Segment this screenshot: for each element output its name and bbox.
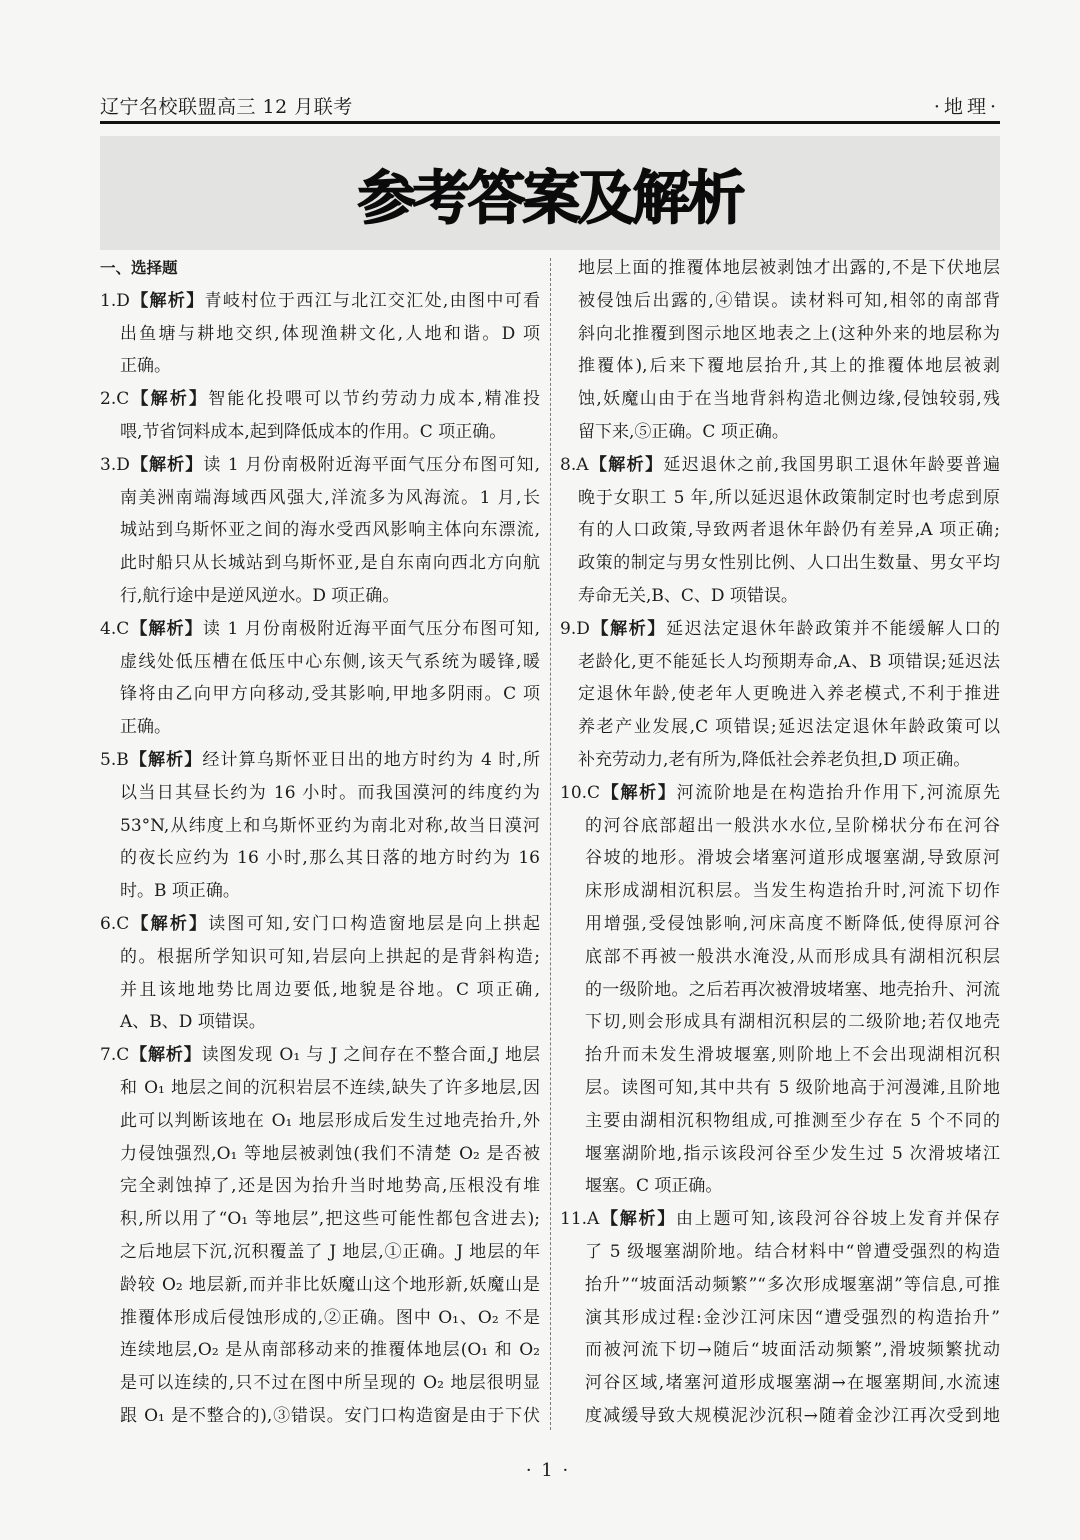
answer-line bbox=[100, 908, 540, 941]
answer-line: 正确。 bbox=[120, 717, 171, 738]
answer-text: 青岐村位于西江与北江交汇处,由图中可看 bbox=[204, 290, 541, 311]
answer-line: 虚线处低压槽在低压中心东侧,该天气系统为暖锋,暖 bbox=[120, 651, 540, 672]
answer-text: 读 1 月份南极附近海平面气压分布图可知, bbox=[203, 454, 541, 475]
answer-text: 延迟退休之前,我国男职工退休年龄要普遍 bbox=[663, 454, 1001, 475]
answer-line bbox=[560, 449, 1000, 482]
answer-line: 老龄化,更不能延长人均预期寿命,A、B 项错误;延迟法 bbox=[578, 651, 1000, 672]
answer-item-5 bbox=[100, 744, 540, 908]
answer-line: 的夜长应约为 16 小时,那么其日落的地方时约为 16 bbox=[120, 848, 540, 869]
section-heading: 一、选择题 bbox=[100, 259, 178, 277]
answer-item-9 bbox=[560, 613, 1000, 777]
analysis-label: 【解析】 bbox=[129, 389, 209, 410]
analysis-label: 【解析】 bbox=[599, 1209, 677, 1230]
answer-line: 完全剥蚀掉了,还是因为抬升当时地势高,压根没有堆 bbox=[120, 1176, 540, 1197]
title-band bbox=[100, 136, 1000, 250]
answer-choice: 5.B bbox=[100, 749, 129, 770]
subject-label: ·地理· bbox=[933, 96, 1000, 118]
answer-line: 时。B 项正确。 bbox=[120, 881, 240, 902]
answer-item-8 bbox=[560, 449, 1000, 613]
right-column bbox=[560, 252, 1000, 1433]
answer-line: 龄较 O₂ 地层新,而并非比妖魔山这个地形新,妖魔山是 bbox=[120, 1274, 540, 1295]
answer-line: 层。读图可知,其中共有 5 级阶地高于河漫滩,且阶地 bbox=[585, 1077, 1000, 1098]
answer-line bbox=[100, 383, 540, 416]
answer-line: 河谷区域,堵塞河道形成堰塞湖→在堰塞期间,水流速 bbox=[585, 1373, 1000, 1394]
answer-choice: 1.D bbox=[100, 290, 130, 311]
left-column bbox=[100, 252, 540, 1433]
answer-text: 由上题可知,该段河谷谷坡上发育并保存 bbox=[676, 1209, 1000, 1230]
answer-line: 此可以判断该地在 O₁ 地层形成后发生过地壳抬升,外 bbox=[120, 1110, 540, 1131]
answer-line: 连续地层,O₂ 是从南部移动来的推覆体地层(O₁ 和 O₂ bbox=[120, 1340, 540, 1361]
answer-item-2 bbox=[100, 383, 540, 449]
answer-item-3 bbox=[100, 449, 540, 613]
answer-line: 用增强,受侵蚀影响,河床高度不断降低,使得原河谷 bbox=[585, 913, 1000, 934]
answer-line: 行,航行途中是逆风逆水。D 项正确。 bbox=[120, 585, 400, 606]
answer-item-7-continued bbox=[560, 252, 1000, 449]
answer-line: 主要由湖相沉积物组成,可推测至少存在 5 个不同的 bbox=[585, 1110, 1000, 1131]
answer-line: 下切,则会形成具有湖相沉积层的二级阶地;若仅地壳 bbox=[585, 1012, 1000, 1033]
answer-line: 晚于女职工 5 年,所以延迟退休政策制定时也考虑到原 bbox=[578, 487, 1000, 508]
answer-choice: 7.C bbox=[100, 1045, 130, 1066]
answer-line: 了 5 级堰塞湖阶地。结合材料中“曾遭受强烈的构造 bbox=[585, 1241, 1000, 1262]
answer-text: 读图可知,安门口构造窗地层是向上拱起 bbox=[208, 913, 541, 934]
answer-text: 延迟法定退休年龄政策并不能缓解人口的 bbox=[666, 618, 1001, 639]
analysis-label: 【解析】 bbox=[129, 290, 205, 311]
answer-line bbox=[100, 285, 540, 318]
answer-line bbox=[100, 613, 540, 646]
answer-line: 蚀,妖魔山由于在当地背斜构造北侧边缘,侵蚀较弱,残 bbox=[578, 389, 1000, 410]
answer-line: 养老产业发展,C 项错误;延迟法定退休年龄政策可以 bbox=[578, 717, 1000, 738]
answer-line: 有的人口政策,导致两者退休年龄仍有差异,A 项正确; bbox=[578, 520, 1000, 541]
answer-line: 并且该地地势比周边要低,地貌是谷地。C 项正确, bbox=[120, 979, 540, 1000]
answer-choice: 3.D bbox=[100, 454, 130, 475]
analysis-label: 【解析】 bbox=[129, 454, 204, 475]
answer-text: 河流阶地是在构造抬升作用下,河流原先 bbox=[676, 782, 1001, 803]
answer-line: 堰塞湖阶地,指示该段河谷至少发生过 5 次滑坡堵江 bbox=[585, 1143, 1000, 1164]
column-divider bbox=[550, 258, 551, 1430]
answer-item-1 bbox=[100, 285, 540, 383]
answer-line: 推覆体),后来下覆地层抬升,其上的推覆体地层被剥 bbox=[578, 356, 1000, 377]
analysis-label: 【解析】 bbox=[129, 1045, 202, 1066]
answer-item-11 bbox=[560, 1203, 1000, 1433]
answer-text: 读 1 月份南极附近海平面气压分布图可知, bbox=[202, 618, 541, 639]
exam-name: 辽宁名校联盟高三 12 月联考 bbox=[100, 96, 353, 118]
answer-line: 补充劳动力,老有所为,降低社会养老负担,D 项正确。 bbox=[578, 749, 971, 770]
answer-line: 抬升而未发生滑坡堰塞,则阶地上不会出现湖相沉积 bbox=[585, 1045, 1000, 1066]
answer-line: 斜向北推覆到图示地区地表之上(这种外来的地层称为 bbox=[578, 323, 1000, 344]
answer-line bbox=[100, 449, 540, 482]
answer-line: 以当日其昼长约为 16 小时。而我国漠河的纬度约为 bbox=[120, 782, 540, 803]
answer-line bbox=[100, 1039, 540, 1072]
page-number: · 1 · bbox=[525, 1460, 571, 1481]
answer-line: 的一级阶地。之后若再次被滑坡堵塞、地壳抬升、河流 bbox=[585, 979, 1000, 1000]
answer-item-4 bbox=[100, 613, 540, 744]
answer-line: 寿命无关,B、C、D 项错误。 bbox=[578, 585, 798, 606]
answer-line: 而被河流下切→随后“坡面活动频繁”,滑坡频繁扰动 bbox=[585, 1340, 1000, 1361]
answer-line: 积,所以用了“O₁ 等地层”,把这些可能性都包含进去); bbox=[120, 1209, 540, 1230]
answer-line: 是可以连续的,只不过在图中所呈现的 O₂ 地层很明显 bbox=[120, 1373, 540, 1394]
answer-line: 床形成湖相沉积层。当发生构造抬升时,河流下切作 bbox=[585, 881, 1000, 902]
analysis-label: 【解析】 bbox=[129, 618, 203, 639]
answer-line: 谷坡的地形。滑坡会堵塞河道形成堰塞湖,导致原河 bbox=[585, 848, 1000, 869]
answer-line: 53°N,从纬度上和乌斯怀亚约为南北对称,故当日漠河 bbox=[120, 815, 540, 836]
answer-line: 出鱼塘与耕地交织,体现渔耕文化,人地和谐。D 项 bbox=[120, 323, 540, 344]
answer-line bbox=[560, 1203, 1000, 1236]
answer-line: 锋将由乙向甲方向移动,受其影响,甲地多阴雨。C 项 bbox=[120, 684, 540, 705]
answer-line: 的。根据所学知识可知,岩层向上拱起的是背斜构造; bbox=[120, 946, 540, 967]
answer-line: 南美洲南端海域西风强大,洋流多为风海流。1 月,长 bbox=[120, 487, 540, 508]
answer-line: 留下来,⑤正确。C 项正确。 bbox=[578, 421, 789, 442]
answer-choice: 2.C bbox=[100, 389, 130, 410]
answer-line: 推覆体形成后侵蚀形成的,②正确。图中 O₁、O₂ 不是 bbox=[120, 1307, 540, 1328]
page-title: 参考答案及解析 bbox=[357, 164, 743, 232]
answer-item-7 bbox=[100, 1039, 540, 1433]
answer-text: 经计算乌斯怀亚日出的地方时约为 4 时,所 bbox=[202, 749, 541, 770]
answer-choice: 6.C bbox=[100, 913, 130, 934]
answer-line: 喂,节省饲料成本,起到降低成本的作用。C 项正确。 bbox=[120, 421, 507, 442]
answer-choice: 10.C bbox=[560, 782, 601, 803]
analysis-label: 【解析】 bbox=[588, 454, 664, 475]
answer-choice: 4.C bbox=[100, 618, 130, 639]
answer-line: 定退休年龄,使老年人更晚进入养老模式,不利于推进 bbox=[578, 684, 1000, 705]
answer-line: 底部不再被一般洪水淹没,从而形成具有湖相沉积层 bbox=[585, 946, 1000, 967]
answer-text: 智能化投喂可以节约劳动力成本,精准投 bbox=[208, 389, 541, 410]
answer-line: 的河谷底部超出一般洪水水位,呈阶梯状分布在河谷 bbox=[585, 815, 1000, 836]
answer-line: 跟 O₁ 是不整合的),③错误。安门口构造窗是由于下伏 bbox=[120, 1405, 540, 1426]
answer-item-6 bbox=[100, 908, 540, 1039]
answer-line bbox=[560, 777, 1000, 810]
answer-line: 地层上面的推覆体地层被剥蚀才出露的,不是下伏地层 bbox=[578, 258, 1000, 278]
answer-line: 度减缓导致大规模泥沙沉积→随着金沙江再次受到地 bbox=[585, 1405, 1000, 1426]
answer-choice: 11.A bbox=[560, 1209, 600, 1230]
analysis-label: 【解析】 bbox=[129, 913, 209, 934]
answer-line: 被侵蚀后出露的,④错误。读材料可知,相邻的南部背 bbox=[578, 290, 1000, 311]
answer-text: 读图发现 O₁ 与 J 之间存在不整合面,J 地层 bbox=[201, 1045, 541, 1066]
answer-line: 城站到乌斯怀亚之间的海水受西风影响主体向东漂流, bbox=[120, 520, 540, 541]
answer-line: 政策的制定与男女性别比例、人口出生数量、男女平均 bbox=[578, 553, 1000, 574]
answer-line: 正确。 bbox=[120, 356, 171, 377]
answer-line bbox=[560, 613, 1000, 646]
answer-choice: 9.D bbox=[560, 618, 590, 639]
answer-line: 和 O₁ 地层之间的沉积岩层不连续,缺失了许多地层,因 bbox=[120, 1077, 540, 1098]
analysis-label: 【解析】 bbox=[128, 749, 203, 770]
answer-line: 抬升”“坡面活动频繁”“多次形成堰塞湖”等信息,可推 bbox=[585, 1274, 1000, 1295]
analysis-label: 【解析】 bbox=[589, 618, 667, 639]
answer-line: 演其形成过程:金沙江河床因“遭受强烈的构造抬升” bbox=[585, 1307, 1000, 1328]
answer-choice: 8.A bbox=[560, 454, 589, 475]
header-rule bbox=[100, 121, 1000, 124]
answer-line: 之后地层下沉,沉积覆盖了 J 地层,①正确。J 地层的年 bbox=[120, 1241, 540, 1262]
answer-line bbox=[100, 744, 540, 777]
answer-line: 此时船只从长城站到乌斯怀亚,是自东南向西北方向航 bbox=[120, 553, 540, 574]
answer-line: 堰塞。C 项正确。 bbox=[585, 1176, 723, 1197]
answer-line: 力侵蚀强烈,O₁ 等地层被剥蚀(我们不清楚 O₂ 是否被 bbox=[120, 1143, 540, 1164]
answer-item-10 bbox=[560, 777, 1000, 1203]
answer-line: A、B、D 项错误。 bbox=[120, 1012, 266, 1033]
analysis-label: 【解析】 bbox=[600, 782, 677, 803]
